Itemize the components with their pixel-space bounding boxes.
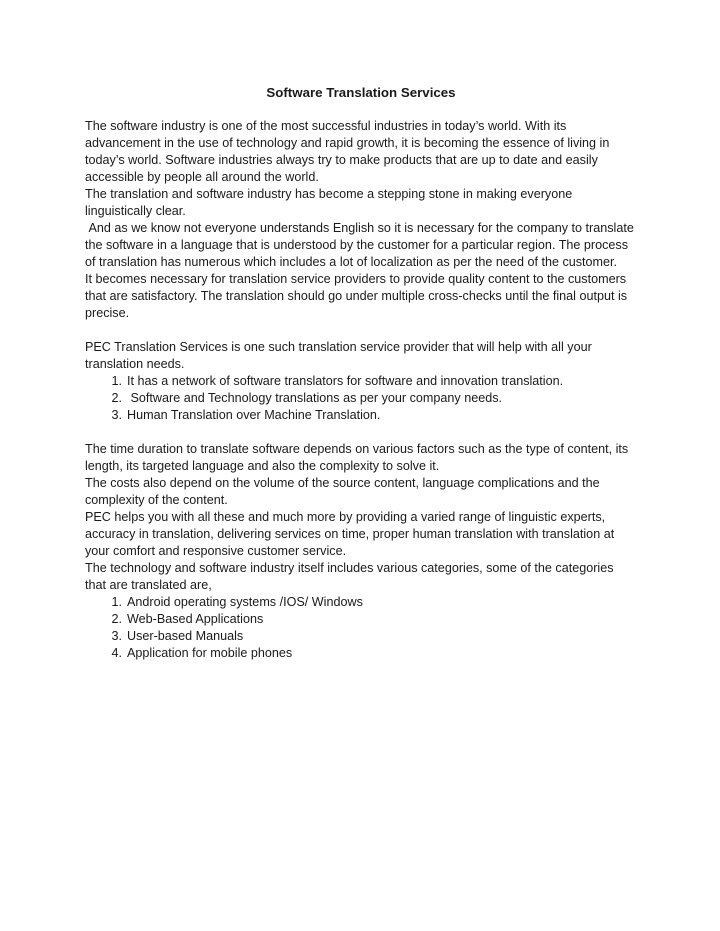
spacer xyxy=(85,424,635,441)
list-item xyxy=(85,373,635,390)
document-page xyxy=(85,84,638,662)
list-number: 3. xyxy=(111,408,122,422)
list-text: Android operating systems /IOS/ Windows xyxy=(127,595,363,609)
list-number: 4. xyxy=(111,646,122,660)
pec-helps-paragraph: PEC helps you with all these and much more by providing a varied range of linguistic experts, accuracy in translation, delivering services on time, proper human translation with translation at your comfort and responsive customer service. xyxy=(85,510,615,558)
costs-paragraph: The costs also depend on the volume of the source content, language complications and the complexity of the content. xyxy=(85,476,600,507)
list-number: 1. xyxy=(111,374,122,388)
intro-paragraph-1: The software industry is one of the most successful industries in today’s world. With its advancement in the use of technology and rapid growth, it is becoming the essence of living in today’s world. Software industries always try to make products that are up to date and easily accessible by people all around the world. xyxy=(85,119,610,184)
list-text: Human Translation over Machine Translation. xyxy=(127,408,381,422)
document-title: Software Translation Services xyxy=(266,85,456,100)
list-number: 3. xyxy=(111,629,122,643)
list-item xyxy=(85,645,635,662)
list-item xyxy=(85,390,635,407)
list-number: 2. xyxy=(111,391,122,405)
intro-paragraph-4: It becomes necessary for translation service providers to provide quality content to the customers that are satisfactory. The translation should go under multiple cross-checks until the final output is precise. xyxy=(85,272,628,320)
list-text: Software and Technology translations as per your company needs. xyxy=(127,391,503,405)
pec-paragraph: PEC Translation Services is one such translation service provider that will help with all your translation needs. xyxy=(85,340,592,371)
list-text: Application for mobile phones xyxy=(127,646,293,660)
list-item xyxy=(85,407,635,424)
intro-paragraph-2: The translation and software industry has become a stepping stone in making everyone linguistically clear. xyxy=(85,187,573,218)
list-item xyxy=(85,628,635,645)
list-item xyxy=(85,594,635,611)
spacer xyxy=(85,322,635,339)
list-text: User-based Manuals xyxy=(127,629,244,643)
duration-paragraph: The time duration to translate software depends on various factors such as the type of content, its length, its targeted language and also the complexity to solve it. xyxy=(85,442,629,473)
list-item xyxy=(85,611,635,628)
list-text: Web-Based Applications xyxy=(127,612,264,626)
category-list xyxy=(85,594,635,662)
list-text: It has a network of software translators for software and innovation translation. xyxy=(127,374,564,388)
list-number: 1. xyxy=(111,595,122,609)
pec-feature-list xyxy=(85,373,635,424)
intro-paragraph-3: And as we know not everyone understands English so it is necessary for the company to translate the software in a language that is understood by the customer for a particular region. The process of translation has numerous which includes a lot of localization as per the need of the customer. xyxy=(85,221,638,269)
list-number: 2. xyxy=(111,612,122,626)
categories-paragraph: The technology and software industry itself includes various categories, some of the categories that are translated are, xyxy=(85,561,614,592)
